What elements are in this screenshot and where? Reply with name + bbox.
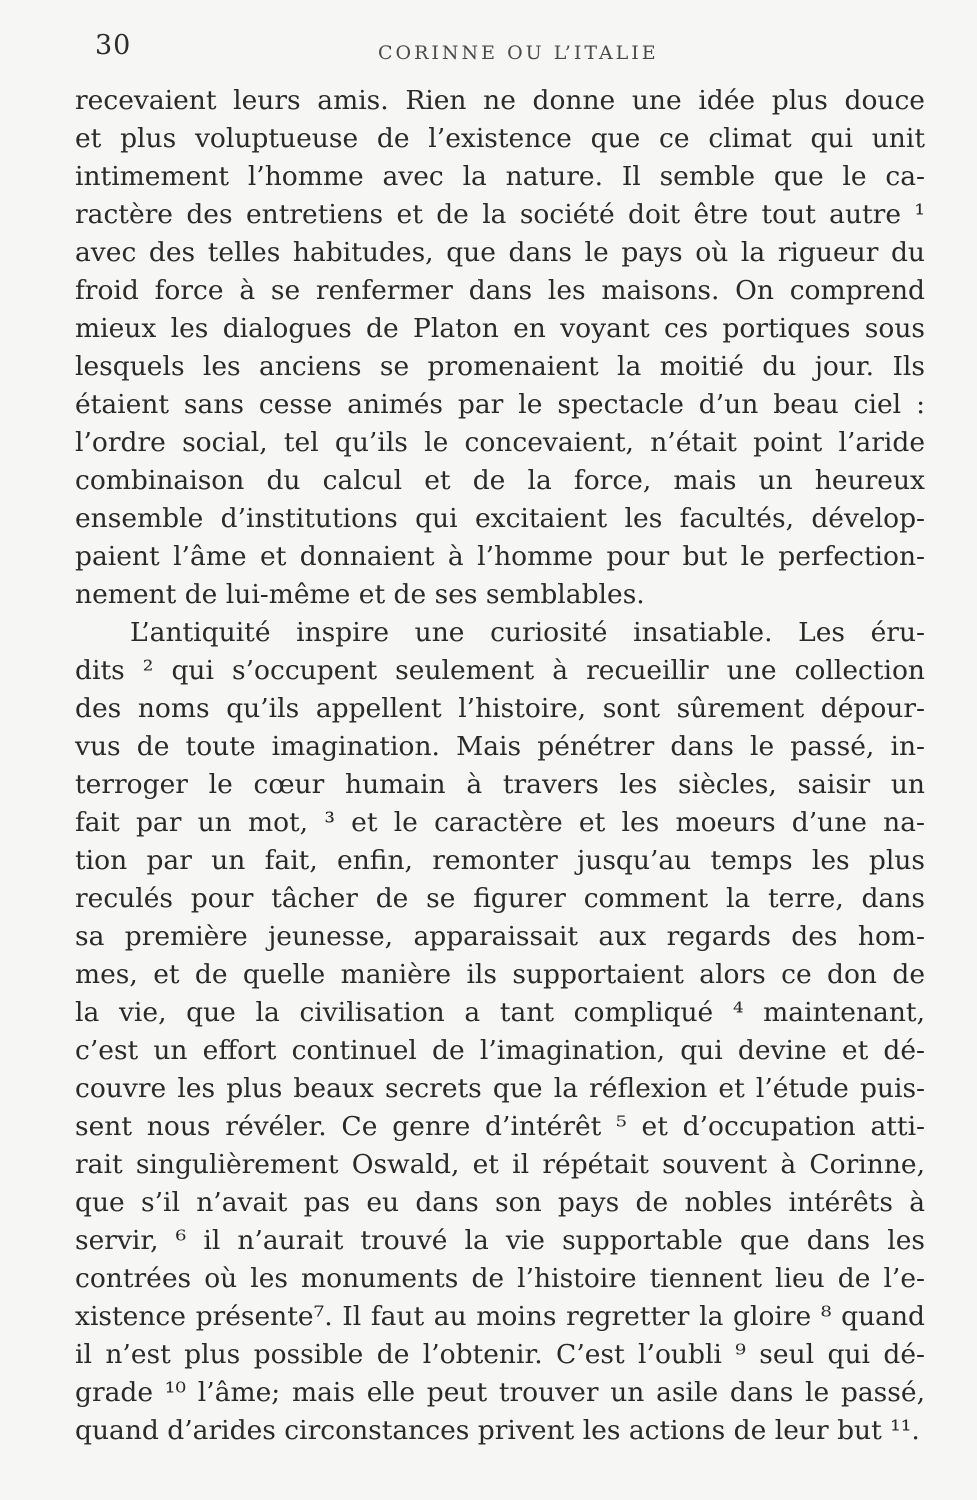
text-line: ensemble d’institutions qui excitaient les facultés, dévelop- <box>75 503 925 534</box>
text-line: recevaient leurs amis. Rien ne donne une idée plus douce <box>75 85 925 116</box>
text-line: dits ² qui s’occupent seulement à recueillir une collection <box>75 655 925 686</box>
text-line: lesquels les anciens se promenaient la moitié du jour. Ils <box>75 351 925 382</box>
text-line: que s’il n’avait pas eu dans son pays de nobles intérêts à <box>75 1187 925 1218</box>
text-line: l’ordre social, tel qu’ils le concevaient, n’était point l’aride <box>75 427 925 458</box>
text-line: contrées où les monuments de l’histoire tiennent lieu de l’e- <box>75 1263 925 1294</box>
text-line: sent nous révéler. Ce genre d’intérêt ⁵ et d’occupation atti- <box>75 1111 925 1142</box>
text-line: vus de toute imagination. Mais pénétrer dans le passé, in- <box>75 731 925 762</box>
text-line: étaient sans cesse animés par le spectacle d’un beau ciel : <box>75 389 925 420</box>
text-line: c’est un effort continuel de l’imagination, qui devine et dé- <box>75 1035 925 1066</box>
text-line: mieux les dialogues de Platon en voyant ces portiques sous <box>75 313 925 344</box>
text-line: terroger le cœur humain à travers les siècles, saisir un <box>75 769 925 800</box>
text-line: combinaison du calcul et de la force, mais un heureux <box>75 465 925 496</box>
text-line: mes, et de quelle manière ils supportaient alors ce don de <box>75 959 925 990</box>
text-line: rait singulièrement Oswald, et il répétait souvent à Corinne, <box>75 1149 925 1180</box>
text-line: grade ¹⁰ l’âme; mais elle peut trouver un asile dans le passé, <box>75 1377 925 1408</box>
text-line: sa première jeunesse, apparaissait aux regards des hom- <box>75 921 925 952</box>
text-line: tion par un fait, enfin, remonter jusqu’au temps les plus <box>75 845 925 876</box>
text-line: avec des telles habitudes, que dans le pays où la rigueur du <box>75 237 925 268</box>
paragraph-2 <box>75 614 925 1450</box>
text-line: paient l’âme et donnaient à l’homme pour but le perfection- <box>75 541 925 572</box>
text-line: froid force à se renfermer dans les maisons. On comprend <box>75 275 925 306</box>
text-line: des noms qu’ils appellent l’histoire, sont sûrement dépour- <box>75 693 925 724</box>
text-line: la vie, que la civilisation a tant compliqué ⁴ maintenant, <box>75 997 925 1028</box>
text-line: il n’est plus possible de l’obtenir. C’est l’oubli ⁹ seul qui dé- <box>75 1339 925 1370</box>
text-line: ractère des entretiens et de la société doit être tout autre ¹ <box>75 199 925 230</box>
text-line: intimement l’homme avec la nature. Il semble que le ca- <box>75 161 925 192</box>
text-line: L’antiquité inspire une curiosité insatiable. Les éru- <box>130 617 925 648</box>
text-line: servir, ⁶ il n’aurait trouvé la vie supportable que dans les <box>75 1225 925 1256</box>
paragraph-1 <box>75 82 925 614</box>
text-line: quand d’arides circonstances privent les actions de leur but ¹¹. <box>75 1415 920 1446</box>
text-line: reculés pour tâcher de se figurer comment la terre, dans <box>75 883 925 914</box>
text-line: fait par un mot, ³ et le caractère et les moeurs d’une na- <box>75 807 925 838</box>
text-line: nement de lui-même et de ses semblables. <box>75 579 645 610</box>
text-line: couvre les plus beaux secrets que la réflexion et l’étude puis- <box>75 1073 925 1104</box>
text-line: et plus voluptueuse de l’existence que ce climat qui unit <box>75 123 925 154</box>
body-text <box>75 82 925 1450</box>
text-line: xistence présente⁷. Il faut au moins regretter la gloire ⁸ quand <box>75 1301 925 1332</box>
running-head: CORINNE OU L’ITALIE <box>378 42 659 64</box>
page-number: 30 <box>95 30 132 61</box>
